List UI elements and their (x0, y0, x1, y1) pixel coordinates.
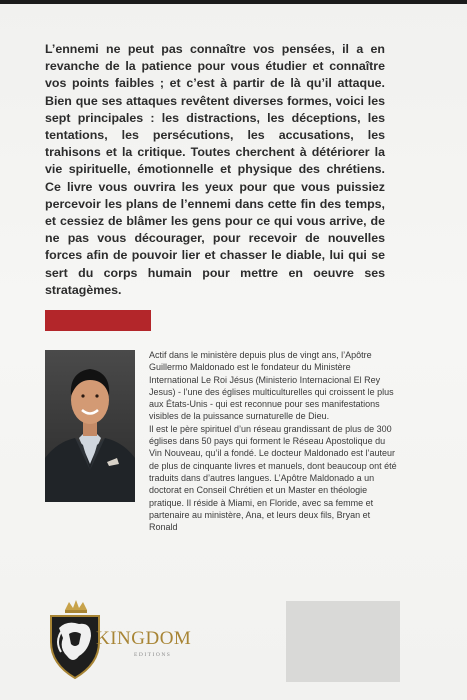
publisher-name: KINGDOM (96, 628, 192, 649)
publisher-subtitle: EDITIONS (134, 652, 172, 658)
barcode-placeholder (286, 601, 400, 682)
bio-paragraph: Il est le père spirituel d’un réseau grandissant de plus de 300 églises dans 50 pays qui forment le Réseau Apostolique du Vin Nouveau, qu’il a fondé. Le docteur Maldonado est l’auteur de plus de cinquante livres et manuels, dont beaucoup ont été traduits dans d’autres langues. L’Apôtre Maldonado a un doctorat en Conseil Chrétien et un Master en théologie pratique. Il réside à Miami, en Floride, avec sa femme et partenaire au ministère, Ana, et leurs deux fils, Bryan et Ronald (149, 423, 397, 533)
author-bio (149, 349, 399, 533)
accent-bar (45, 310, 151, 331)
book-description: L’ennemi ne peut pas connaître vos pensées, il a en revanche de la patience pour vous étudier et connaître vos points faibles ; et c’est à partir de là qu’il attaque. Bien que ses attaques revêtent diverses formes, voici les sept principales : les distractions, les déceptions, les tentations, les persécutions, les accusations, les trahisons et la critique. Toutes cherchent à détériorer la vie spirituelle, émotionnelle et physique des chrétiens. Ce livre vous ouvrira les yeux pour que vous puissiez percevoir les plans de l’ennemi dans cette fin des temps, et cessiez de blâmer les gens pour ce qui vous arrive, de ne pas vous décourager, pour recevoir de nouvelles forces afin de pouvoir lier et chasser le diable, lui qui se sert du corps humain pour mettre en oeuvre ses stratagèmes. (45, 42, 385, 297)
bio-paragraph: Actif dans le ministère depuis plus de vingt ans, l’Apôtre Guillermo Maldonado est le fondateur du Ministère International Le Roi Jésus (Ministerio Internacional El Rey Jesus) - l’une des églises multiculturelles qui croissent le plus aux États-Unis - qui est reconnue pour ses manifestations visibles de la puissance surnaturelle de Dieu. (149, 350, 394, 422)
author-photo (45, 350, 135, 502)
top-border (0, 0, 467, 4)
